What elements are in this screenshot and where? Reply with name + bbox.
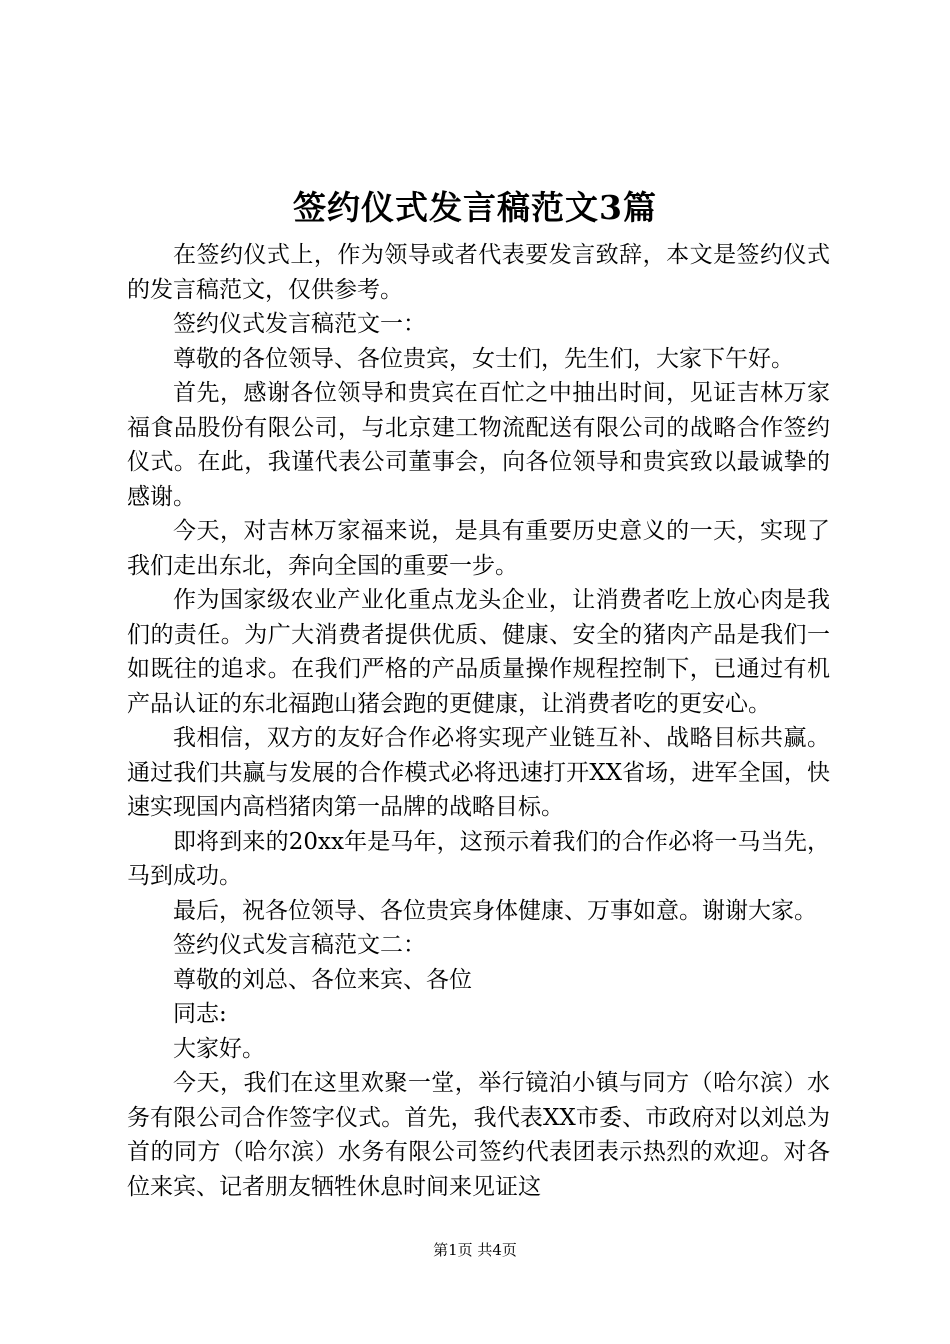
paragraph: 我相信，双方的友好合作必将实现产业链互补、战略目标共赢。通过我们共赢与发展的合作模式必将迅速打开XX省场，进军全国，快速实现国内高档猪肉第一品牌的战略目标。: [127, 725, 830, 820]
paragraph: 大家好。: [173, 1035, 265, 1062]
page-number-footer: 第1页 共4页: [433, 1241, 517, 1259]
paragraph: 首先，感谢各位领导和贵宾在百忙之中抽出时间，见证吉林万家福食品股份有限公司，与北京建工物流配送有限公司的战略合作签约仪式。在此，我谨代表公司董事会，向各位领导和贵宾致以最诚挚的感谢。: [127, 380, 830, 510]
paragraph: 最后，祝各位领导、各位贵宾身体健康、万事如意。谢谢大家。: [173, 897, 817, 924]
paragraph: 尊敬的刘总、各位来宾、各位: [173, 966, 472, 993]
paragraph: 即将到来的20xx年是马年，这预示着我们的合作必将一马当先，马到成功。: [127, 828, 830, 889]
paragraph: 作为国家级农业产业化重点龙头企业，让消费者吃上放心肉是我们的责任。为广大消费者提供优质、健康、安全的猪肉产品是我们一如既往的追求。在我们严格的产品质量操作规程控制下，已通过有机产品认证的东北福跑山猪会跑的更健康，让消费者吃的更安心。: [127, 587, 830, 717]
paragraph: 今天，对吉林万家福来说，是具有重要历史意义的一天，实现了我们走出东北，奔向全国的重要一步。: [127, 518, 830, 579]
section-heading: 签约仪式发言稿范文二：: [173, 932, 426, 958]
section-heading: 签约仪式发言稿范文一：: [173, 311, 426, 337]
paragraph: 同志:: [173, 1001, 227, 1027]
document-title: 签约仪式发言稿范文3篇: [293, 188, 657, 227]
paragraph: 尊敬的各位领导、各位贵宾，女士们，先生们，大家下午好。: [173, 345, 794, 372]
paragraph: 今天，我们在这里欢聚一堂，举行镜泊小镇与同方（哈尔滨）水务有限公司合作签字仪式。首先，我代表XX市委、市政府对以刘总为首的同方（哈尔滨）水务有限公司签约代表团表示热烈的欢迎。对各位来宾、记者朋友牺牲休息时间来见证这: [127, 1070, 830, 1200]
paragraph: 在签约仪式上，作为领导或者代表要发言致辞，本文是签约仪式的发言稿范文，仅供参考。: [127, 242, 830, 303]
document-body: [127, 238, 830, 1204]
